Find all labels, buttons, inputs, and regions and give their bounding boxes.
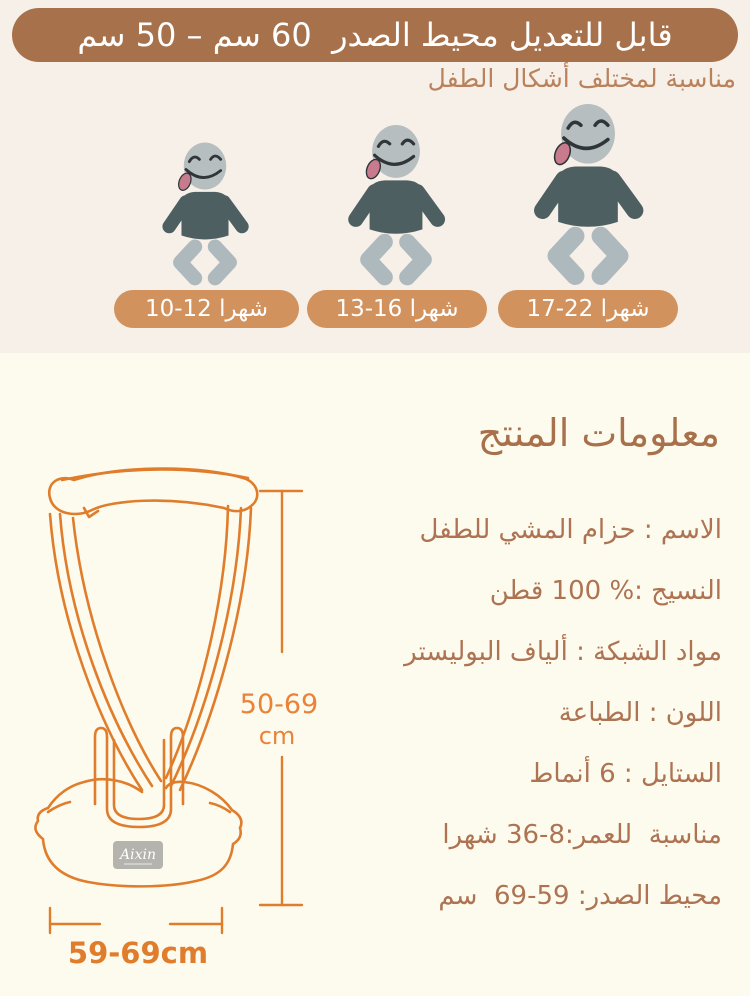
spec-item-mesh-material: مواد الشبكة : ألياف البوليستر — [404, 637, 722, 667]
age-pill-17-22-months: 17-22 شهرا — [498, 290, 678, 328]
age-pill-13-16-months: 13-16 شهرا — [307, 290, 487, 328]
spec-item-age: مناسبة للعمر:8-36 شهرا — [442, 820, 722, 850]
harness-outline — [35, 469, 257, 887]
spec-item-chest: محيط الصدر: 59-69 سم — [438, 881, 722, 911]
height-dimension-label: 50-69 — [239, 689, 319, 720]
chest-size-banner: قابل للتعديل محيط الصدر 60 سم – 50 سم — [12, 8, 738, 62]
spec-item-name: الاسم : حزام المشي للطفل — [419, 515, 722, 545]
width-dimension-line — [50, 908, 222, 933]
age-banner-section — [0, 0, 750, 353]
baby-icon-small — [149, 138, 261, 286]
banner-subtitle: مناسبة لمختلف أشكال الطفل — [427, 64, 736, 93]
product-line-drawing — [0, 460, 330, 990]
spec-list — [404, 516, 722, 943]
spec-item-fabric: النسيج :% 100 قطن — [489, 576, 722, 606]
spec-item-style: الستايل : 6 أنماط — [529, 759, 722, 789]
width-dimension-label: 59-69cm — [67, 936, 209, 970]
age-pill-10-12-months: 10-12 شهرا — [114, 290, 299, 328]
spec-item-color: اللون : الطباعة — [558, 698, 722, 728]
product-info-section — [0, 353, 750, 996]
baby-icon-medium — [333, 120, 459, 286]
height-dimension-unit: cm — [258, 722, 296, 750]
baby-icon-large — [517, 98, 659, 286]
product-info-heading: معلومات المنتج — [477, 411, 720, 455]
brand-label: Aixin — [120, 847, 156, 863]
